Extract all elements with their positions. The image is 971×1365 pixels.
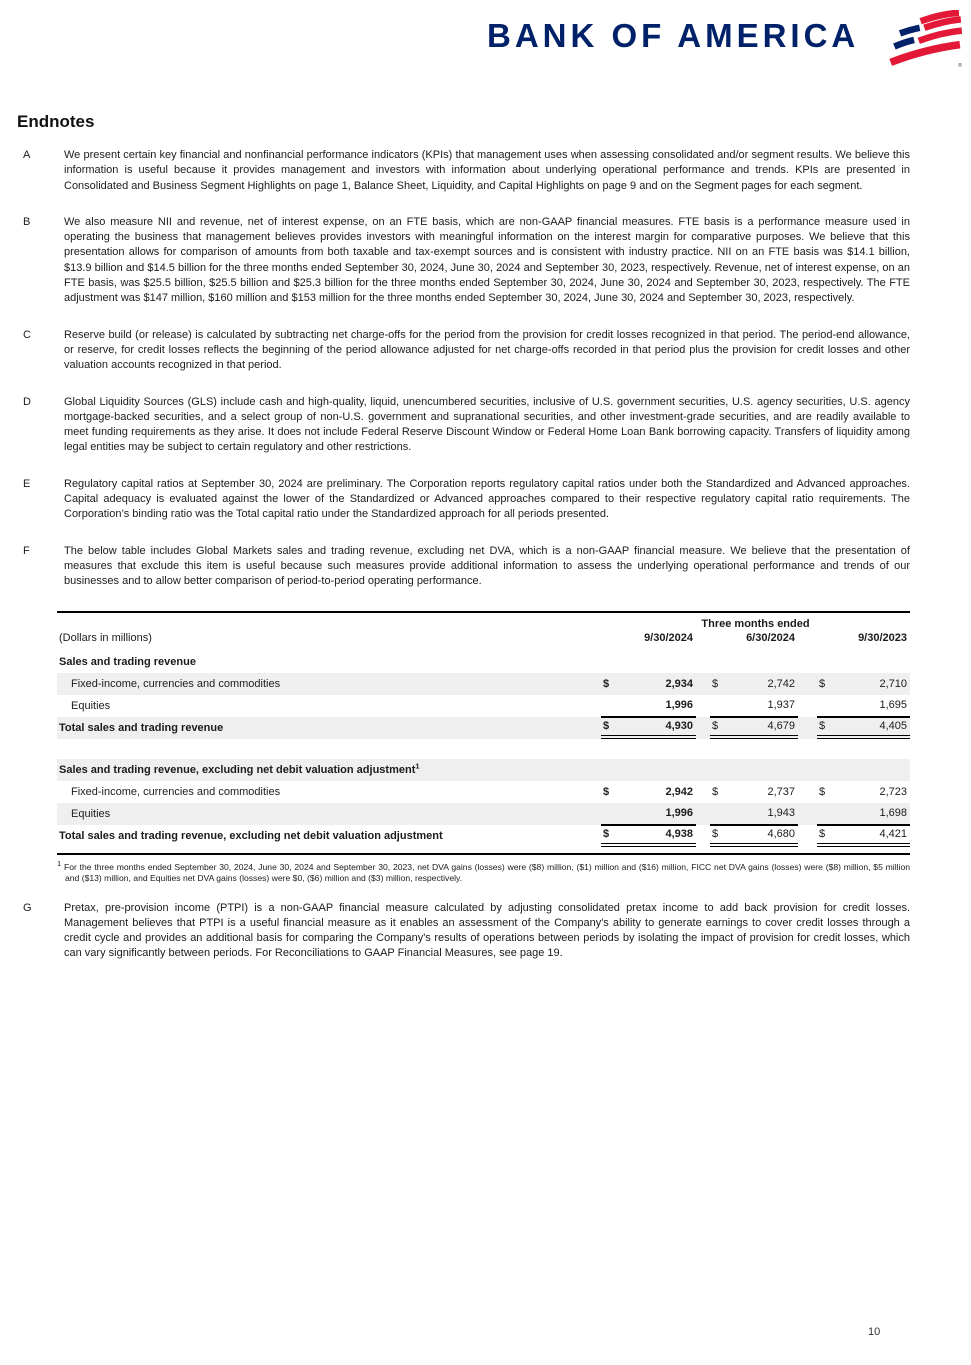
endnote-a: [0, 148, 971, 194]
dollar-sign: $: [712, 677, 719, 690]
page-title: Endnotes: [17, 112, 95, 131]
cell-value: 1,695: [879, 699, 907, 712]
table-span-header-row: [57, 613, 910, 630]
units-label: (Dollars in millions): [59, 632, 152, 645]
endnote-d-text: Global Liquidity Sources (GLS) include cash and high-quality, liquid, unencumbered securities, inclusive of U.S. government securities, U.S. agency securities, U.S. agency mortgage-backed securities, and a select group of non-U.S. government and supranational securities, and other investment-grade securities, and are readily available to meet funding requirements as they arise. It does not include Federal Reserve Discount Window or Federal Home Loan Bank borrowing capacity. Transfers of liquidity among legal entities may be subject to certain regulatory and other restrictions.: [64, 395, 910, 454]
cell-value: 2,934: [665, 677, 693, 690]
column-header-1: [601, 630, 696, 647]
dollar-sign: $: [603, 785, 610, 798]
dollar-sign: $: [603, 720, 610, 733]
endnote-a-text: We present certain key financial and nonfinancial performance indicators (KPIs) that management uses when assessing consolidated and/or segment results. We believe this information is useful because it provides management and investors with information about underlying operational performance and trends. KPIs are presented in Consolidated and Business Segment Highlights on page 1, Balance Sheet, Liquidity, and Capital Highlights on page 9 and on the Segment pages for each segment.: [64, 149, 910, 192]
cell-value: 2,723: [879, 785, 907, 798]
table-column-header-row: [57, 630, 910, 647]
dollar-sign: $: [712, 720, 719, 733]
endnote-b: [0, 215, 971, 307]
section2-header: Sales and trading revenue, excluding net debit valuation adjustment$^1$: [59, 760, 420, 776]
table-row-ficc-2: [57, 781, 910, 803]
cell-value: 2,737: [767, 785, 795, 798]
footnote-text: For the three months ended September 30, 2024, June 30, 2024 and September 30, 2023, net DVA gains (losses) were ($8) million, ($1) million and ($16) million, FICC net DVA gains (losses) were ($8) million, $5 million and ($13) million, and Equities net DVA gains (losses) were $0, ($6) million and ($3) million, respectively.: [63, 861, 911, 884]
endnote-g-text: Pretax, pre-provision income (PTPI) is a non-GAAP financial measure calculated by adjusting consolidated pretax income to add back provision for credit losses. Management believes that PTPI is a useful financial measure as it enables an assessment of the Company's ability to generate earnings to cover credit losses through a credit cycle and provides an additional basis for comparing the Company's results of operations between periods by isolating the impact of provision for credit losses, which can vary significantly between periods. For Reconciliations to GAAP Financial Measures, see page 19.: [64, 901, 910, 960]
endnote-c: [0, 328, 971, 374]
total-label: Total sales and trading revenue: [59, 721, 224, 734]
section1-header: Sales and trading revenue: [59, 655, 196, 668]
endnote-g-letter: G: [23, 901, 32, 914]
endnote-e-text: Regulatory capital ratios at September 30, 2024 are preliminary. The Corporation reports regulatory capital ratios under both the Standardized and Advanced approaches. Capital adequacy is evaluated against the lower of the Standardized or Advanced approaches compared to their respective regulatory capital ratio requirements. The Corporation’s binding ratio was the Total capital ratio under the Standardized approach for all periods presented.: [64, 477, 910, 521]
cell-value: 2,742: [767, 677, 795, 690]
cell-value: 1,943: [767, 807, 795, 820]
endnote-c-text: Reserve build (or release) is calculated by subtracting net charge-offs for the period from the provision for credit losses recognized in that period. The period-end allowance, or reserve, for credit losses reflects the beginning of the period allowance adjusted for net charge-offs recorded in that period plus the provision for credit losses and other valuation accounts recognized in that period.: [64, 328, 910, 372]
dollar-sign: $: [819, 677, 826, 690]
table-row-ficc-1: [57, 673, 910, 695]
column-header-3: [817, 630, 910, 647]
endnote-f: [0, 544, 971, 590]
total-label: Total sales and trading revenue, excluding net debit valuation adjustment: [59, 829, 443, 842]
table-row-equities-1: [57, 695, 910, 717]
section2-header-row: [57, 759, 910, 781]
date-9-30-2023: 9/30/2023: [858, 632, 907, 645]
bank-of-america-logo: [487, 10, 963, 68]
cell-value: 1,698: [879, 807, 907, 820]
cell-value: 4,680: [767, 828, 795, 841]
endnote-d-letter: D: [23, 395, 31, 408]
endnote-a-letter: A: [23, 149, 31, 161]
dollar-sign: $: [819, 720, 826, 733]
table-row-equities-2: [57, 803, 910, 825]
cell-value: 4,421: [879, 828, 907, 841]
endnote-e-letter: E: [23, 477, 31, 490]
section1-header-row: [57, 651, 910, 673]
row-label: Fixed-income, currencies and commodities: [71, 677, 281, 690]
three-months-ended-header: Three months ended: [701, 617, 810, 630]
column-header-2: [710, 630, 798, 647]
cell-value: 1,937: [767, 699, 795, 712]
bank-of-america-wordmark: BANK OF AMERICA: [487, 17, 860, 54]
row-label: Equities: [71, 699, 111, 712]
cell-value: 2,710: [879, 677, 907, 690]
cell-value: 1,996: [665, 807, 693, 820]
table-bottom-rule: [57, 847, 910, 855]
dollar-sign: $: [712, 785, 719, 798]
section-gap: [57, 739, 910, 759]
dollar-sign: $: [819, 828, 826, 841]
cell-value: 4,938: [665, 828, 693, 841]
cell-value: 2,942: [665, 785, 693, 798]
dollar-sign: $: [712, 828, 719, 841]
endnote-e: [0, 477, 971, 523]
endnote-b-letter: B: [23, 215, 31, 228]
dollar-sign: $: [603, 677, 610, 690]
section2-header-sup: 1: [415, 760, 420, 770]
cell-value: 4,930: [665, 720, 693, 733]
endnote-f-text: The below table includes Global Markets sales and trading revenue, excluding net DVA, which is a non-GAAP financial measure. We believe that the presentation of measures that exclude this item is useful because such measures provide additional information to assess the underlying operational performance and trends of our businesses and to allow better comparison of period-to-period operating performance.: [64, 544, 910, 588]
row-label: Fixed-income, currencies and commodities: [71, 785, 281, 798]
table-footnote: [57, 858, 911, 885]
footnote-sup: 1: [57, 858, 62, 868]
sales-trading-revenue-table: [57, 611, 910, 855]
endnote-b-text: We also measure NII and revenue, net of interest expense, on an FTE basis, which are non-GAAP financial measures. FTE basis is a performance measure used in operating the business that management believes provides investors with meaningful information on the interest margin for comparative purposes. We believe that this presentation allows for comparison of amounts from both taxable and tax-exempt sources and is consistent with industry practice. NII on an FTE basis was $14.1 billion, $13.9 billion and $14.5 billion for the three months ended September 30, 2024, June 30, 2024 and September 30, 2023, respectively. Revenue, net of interest expense, on an FTE basis, was $25.5 billion, $25.5 billion and $25.3 billion for the three months ended September 30, 2024, June 30, 2024 and September 30, 2023, respectively. The FTE adjustment was $147 million, $160 million and $153 million for the three months ended September 30, 2024, June 30, 2024 and September 30, 2023, respectively.: [64, 215, 910, 305]
bank-of-america-flag-icon: [867, 10, 963, 68]
table-row-total-1: [57, 717, 910, 739]
endnotes-content: [0, 112, 971, 983]
dollar-sign: $: [819, 785, 826, 798]
cell-value: 4,405: [879, 720, 907, 733]
page-number: 10: [868, 1326, 881, 1338]
cell-value: 1,996: [665, 699, 693, 712]
table-row-total-2: [57, 825, 910, 847]
date-9-30-2024: 9/30/2024: [644, 632, 693, 645]
date-6-30-2024: 6/30/2024: [746, 632, 795, 645]
cell-value: 4,679: [767, 720, 795, 733]
endnote-f-letter: F: [23, 544, 30, 557]
endnote-c-letter: C: [23, 328, 31, 341]
dollar-sign: $: [603, 828, 610, 841]
registered-mark: ®: [958, 63, 963, 68]
row-label: Equities: [71, 807, 111, 820]
endnote-d: [0, 395, 971, 456]
endnote-g: [0, 901, 971, 962]
